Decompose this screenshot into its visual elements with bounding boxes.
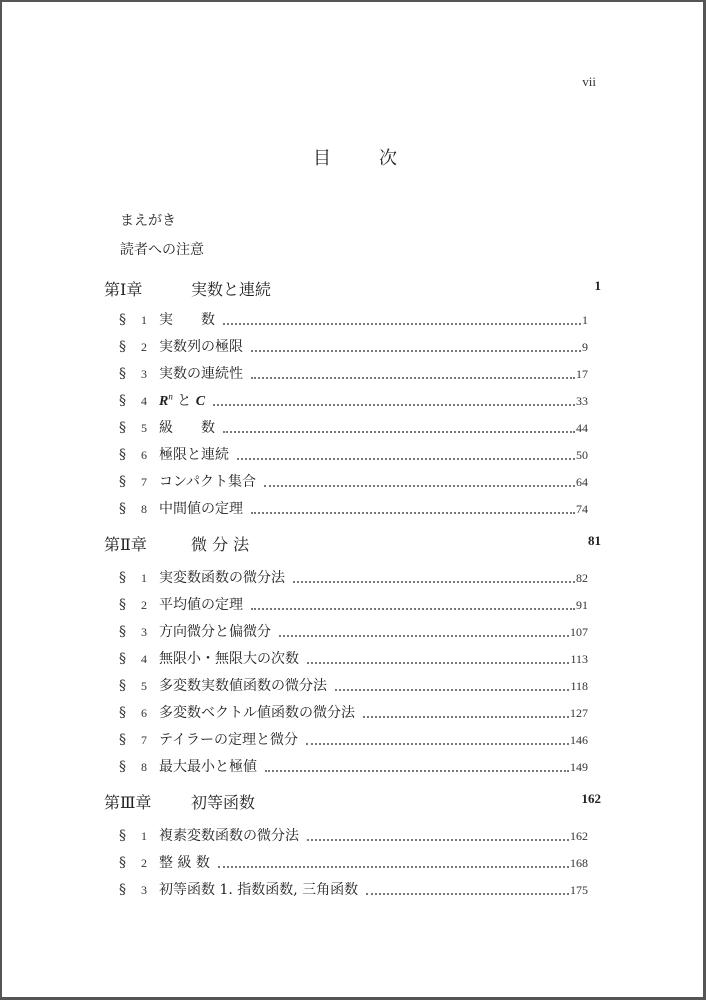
section-mark: § [119, 651, 126, 667]
section-page: 74 [576, 502, 588, 516]
section-number: 3 [141, 625, 147, 639]
toc-entry[interactable] [119, 309, 588, 329]
section-title: 多変数ベクトル値函数の微分法 [159, 705, 355, 721]
toc-entry[interactable] [119, 648, 588, 668]
toc-entry[interactable] [119, 825, 588, 845]
section-title [159, 390, 209, 410]
dot-leader [335, 689, 569, 691]
dot-leader [251, 512, 575, 514]
toc-entry[interactable] [119, 363, 588, 383]
section-page: 162 [570, 829, 588, 843]
toc-entry[interactable] [119, 675, 588, 695]
section-title: 極限と連続 [159, 447, 229, 463]
section-number: 3 [141, 883, 147, 897]
dot-leader [306, 743, 569, 745]
section-number: 5 [141, 679, 147, 693]
page-title [2, 144, 706, 170]
toc-entry[interactable] [119, 498, 588, 518]
section-title: 初等函数 1. 指数函数, 三角函数 [159, 882, 359, 898]
toc-entry[interactable] [119, 417, 588, 437]
section-mark: § [119, 366, 126, 382]
section-mark: § [119, 759, 126, 775]
section-mark: § [119, 705, 126, 721]
section-mark: § [119, 420, 126, 436]
section-title: テイラーの定理と微分 [159, 732, 299, 748]
section-title: 整 級 数 [159, 855, 210, 871]
section-title: コンパクト集合 [159, 474, 257, 490]
chapter-title: 微 分 法 [191, 535, 250, 554]
dot-leader [251, 377, 575, 379]
section-page: 64 [576, 475, 588, 489]
dot-leader [223, 431, 575, 433]
toc-entry[interactable] [119, 567, 588, 587]
section-number: 7 [141, 475, 147, 489]
section-mark: § [119, 501, 126, 517]
toc-entry[interactable] [119, 621, 588, 641]
section-page: 107 [570, 625, 588, 639]
section-mark: § [119, 624, 126, 640]
chapter-label: 第Ⅲ章 [104, 793, 152, 812]
section-page: 146 [570, 733, 588, 747]
dot-leader [213, 404, 575, 406]
section-title: 無限小・無限大の次数 [159, 651, 299, 667]
dot-leader [366, 893, 569, 895]
section-title: 中間値の定理 [159, 501, 243, 517]
title-char-2: 次 [379, 148, 397, 169]
section-mark: § [119, 393, 126, 409]
section-mark: § [119, 570, 126, 586]
section-mark: § [119, 828, 126, 844]
chapter-1[interactable] [104, 277, 601, 299]
section-title: 実変数函数の微分法 [159, 570, 285, 586]
section-mark: § [119, 678, 126, 694]
page-folio: vii [582, 74, 596, 89]
dot-leader [307, 839, 569, 841]
chapter-page: 162 [581, 791, 601, 806]
toc-entry[interactable] [119, 729, 588, 749]
toc-entry[interactable] [119, 594, 588, 614]
section-page: 91 [576, 598, 588, 612]
section-number: 2 [141, 856, 147, 870]
section-mark: § [119, 447, 126, 463]
section-page: 118 [570, 679, 588, 693]
section-mark: § [119, 339, 126, 355]
chapter-page: 1 [594, 278, 601, 293]
chapter-page: 81 [588, 533, 601, 548]
chapter-3[interactable] [104, 790, 601, 812]
toc-entry[interactable] [119, 756, 588, 776]
conjunction: と [177, 393, 192, 409]
section-mark: § [119, 474, 126, 490]
section-page: 127 [570, 706, 588, 720]
section-number: 5 [141, 421, 147, 435]
section-mark: § [119, 312, 126, 328]
section-title: 方向微分と偏微分 [159, 624, 271, 640]
section-number: 4 [141, 394, 147, 408]
toc-entry[interactable] [119, 444, 588, 464]
section-title: 最大最小と極値 [159, 759, 257, 775]
section-page: 82 [576, 571, 588, 585]
section-title: 平均値の定理 [159, 597, 243, 613]
section-title: 実数列の極限 [159, 339, 243, 355]
section-number: 3 [141, 367, 147, 381]
section-page: 113 [570, 652, 588, 666]
chapter-2[interactable] [104, 532, 601, 554]
section-number: 1 [141, 829, 147, 843]
dot-leader [363, 716, 569, 718]
section-page: 17 [576, 367, 588, 381]
front-matter-notes[interactable]: 読者への注意 [120, 242, 204, 258]
title-char-1: 目 [313, 148, 331, 169]
section-number: 6 [141, 448, 147, 462]
section-number: 1 [141, 313, 147, 327]
math-c: C [195, 394, 206, 409]
section-number: 7 [141, 733, 147, 747]
section-page: 149 [570, 760, 588, 774]
section-page: 1 [582, 313, 588, 327]
dot-leader [237, 458, 575, 460]
section-title: 多変数実数値函数の微分法 [159, 678, 327, 694]
section-page: 9 [582, 340, 588, 354]
toc-entry[interactable] [119, 471, 588, 491]
dot-leader [265, 770, 569, 772]
section-page: 168 [570, 856, 588, 870]
dot-leader [251, 608, 575, 610]
section-mark: § [119, 597, 126, 613]
dot-leader [264, 485, 575, 487]
section-title: 級 数 [159, 420, 215, 436]
section-page: 50 [576, 448, 588, 462]
toc-entry[interactable] [119, 702, 588, 722]
toc-entry[interactable] [119, 390, 588, 410]
dot-leader [223, 323, 581, 325]
section-title: 実数の連続性 [159, 366, 243, 382]
section-page: 33 [576, 394, 588, 408]
chapter-title: 初等函数 [191, 793, 256, 812]
dot-leader [251, 350, 581, 352]
section-mark: § [119, 855, 126, 871]
section-number: 1 [141, 571, 147, 585]
chapter-label: 第Ⅱ章 [104, 535, 147, 554]
section-number: 2 [141, 598, 147, 612]
chapter-title: 実数と連続 [191, 280, 272, 299]
math-superscript-n: n [168, 391, 173, 402]
math-r: R [159, 394, 169, 409]
dot-leader [218, 866, 569, 868]
section-number: 2 [141, 340, 147, 354]
section-page: 175 [570, 883, 588, 897]
section-mark: § [119, 732, 126, 748]
section-number: 8 [141, 760, 147, 774]
section-number: 6 [141, 706, 147, 720]
chapter-label: 第Ⅰ章 [104, 280, 143, 299]
section-mark: § [119, 882, 126, 898]
section-number: 4 [141, 652, 147, 666]
toc-entry[interactable] [119, 336, 588, 356]
section-page: 44 [576, 421, 588, 435]
toc-entry[interactable] [119, 879, 588, 899]
section-number: 8 [141, 502, 147, 516]
front-matter-preface[interactable]: まえがき [120, 213, 176, 229]
dot-leader [307, 662, 569, 664]
dot-leader [279, 635, 569, 637]
toc-entry[interactable] [119, 852, 588, 872]
section-title: 複素変数函数の微分法 [159, 828, 299, 844]
dot-leader [293, 581, 575, 583]
section-title: 実 数 [159, 312, 215, 328]
